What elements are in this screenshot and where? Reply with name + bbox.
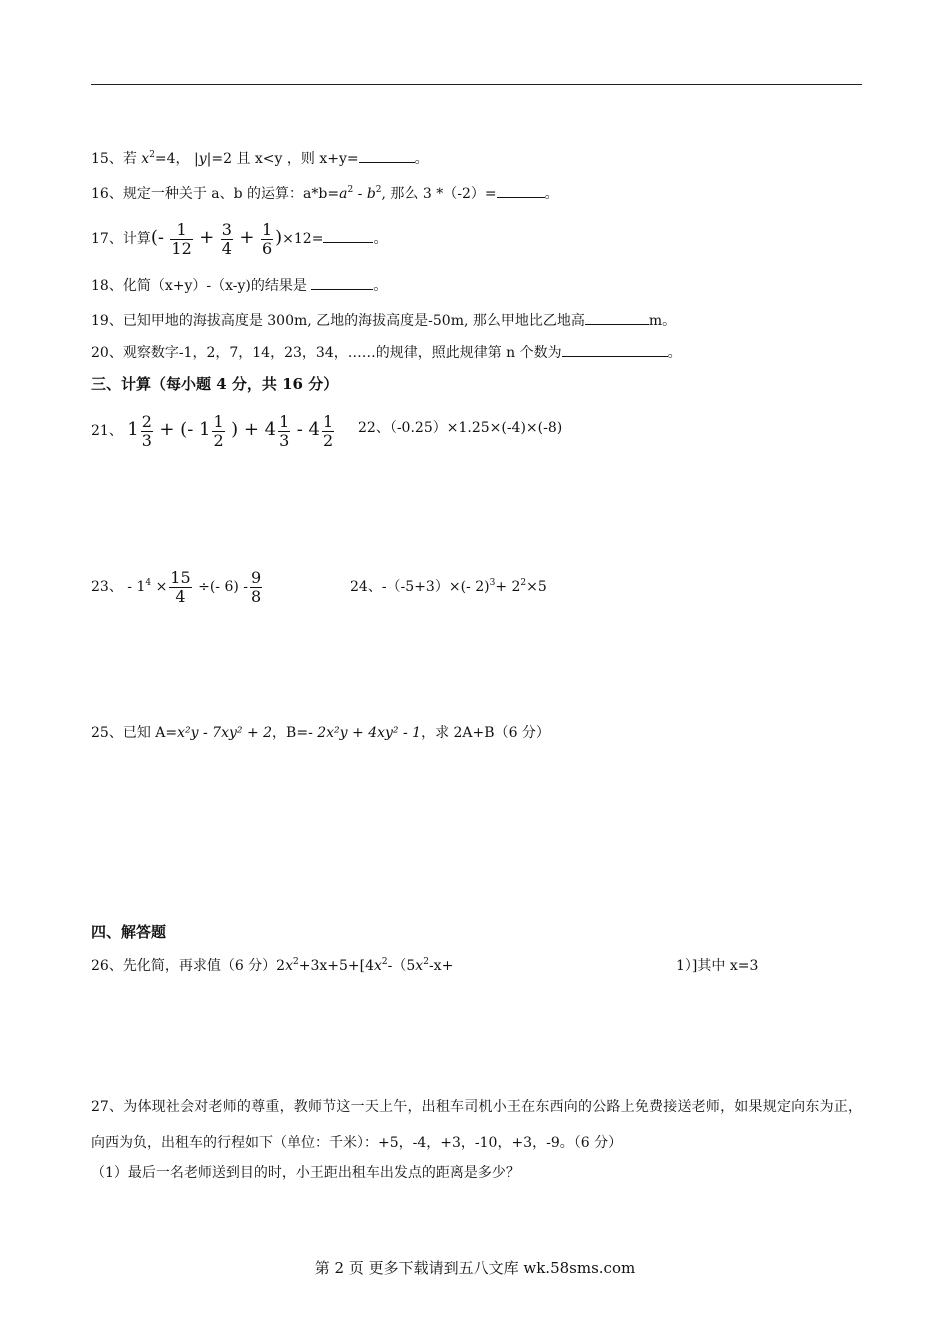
question-20: 20、观察数字-1，2，7，14，23，34，……的规律，照此规律第 n 个数为 。 xyxy=(91,342,682,363)
question-21: 21、 1 $\frac{2}{3}$ + (- 1 $\frac{1}{2}$ ) + 4 $\frac{1}{3}$ - 4 $\frac{1}{2}$ xyxy=(91,411,334,450)
fraction: $\frac{1}{3}$ xyxy=(279,411,290,450)
question-16: 16、规定一种关于 a、b 的运算：$a*b=a^2 - b^2$, 那么 3 *（-2）= 。 xyxy=(91,185,559,202)
question-26: 26、先化简，再求值（6 分）$2x^2+3x+5+[4x^2-(5x^2-x+$ xyxy=(91,957,454,974)
question-number: 24、 xyxy=(350,579,382,595)
header-rule xyxy=(91,84,862,85)
question-number: 17、 xyxy=(91,231,123,247)
fraction: $\frac{1}{12}$ xyxy=(171,219,192,258)
answer-blank[interactable] xyxy=(311,275,373,290)
section-heading-solutions: 四、解答题 xyxy=(91,923,167,941)
question-number: 16、 xyxy=(91,186,123,202)
fraction: $\frac{1}{2}$ xyxy=(213,411,224,450)
question-number: 18、 xyxy=(91,278,123,294)
answer-blank[interactable] xyxy=(359,148,415,163)
question-25: 25、已知 A=x²y - 7xy² + 2，B=- 2x²y + 4xy² - 1，求 2A+B（6 分） xyxy=(91,725,550,741)
fraction: $\frac{1}{6}$ xyxy=(261,219,273,258)
question-number: 21、 xyxy=(91,423,123,439)
answer-blank[interactable] xyxy=(497,183,545,198)
question-15: 15、若 $x^2=4$， |y|=2 且 x<y ，则 x+y= 。 xyxy=(91,150,429,167)
answer-blank[interactable] xyxy=(562,342,668,357)
question-number: 22、 xyxy=(358,420,390,436)
question-17: 17、计算(- $\frac{1}{12}$ + $\frac{3}{4}$ + $\frac{1}{6}$ )×12= 。 xyxy=(91,219,388,258)
fraction: $\frac{2}{3}$ xyxy=(141,411,152,450)
page-footer: 第 2 页 更多下载请到五八文库 wk.58sms.com xyxy=(314,1259,636,1277)
answer-blank[interactable] xyxy=(585,310,649,325)
fraction: $\frac{15}{4}$ xyxy=(170,567,191,606)
question-number: 26、 xyxy=(91,958,123,974)
fraction: $\frac{3}{4}$ xyxy=(221,219,232,258)
section-heading-calculation: 三、计算（每小题 4 分，共 16 分） xyxy=(91,375,339,393)
answer-blank[interactable] xyxy=(323,228,373,243)
fraction: $\frac{9}{8}$ xyxy=(251,567,262,606)
question-number: 20、 xyxy=(91,345,123,361)
question-23: 23、 - $1^4$ × $\frac{15}{4}$ ÷(- 6) - $\frac{9}{8}$ xyxy=(91,567,262,606)
question-number: 25、 xyxy=(91,725,123,741)
fraction: $\frac{1}{2}$ xyxy=(323,411,334,450)
question-27-part-1: （1）最后一名老师送到目的时，小王距出租车出发点的距离是多少？ xyxy=(91,1165,520,1181)
question-18: 18、化简（x+y）-（x-y)的结果是 。 xyxy=(91,275,387,296)
question-24: 24、-（-5+3）×(- $2)^3+ 2^2\times 5$ xyxy=(350,578,547,595)
question-27: 27、为体现社会对老师的尊重，教师节这一天上午，出租车司机小王在东西向的公路上免费接送老师，如果规定向东为正，向西为负，出租车的行程如下（单位：千米）：+5，-4，+3，-10，+3，-9。（6 分） xyxy=(91,1099,862,1151)
question-number: 23、 xyxy=(91,579,123,595)
question-19: 19、已知甲地的海拔高度是 300m, 乙地的海拔高度是-50m, 那么甲地比乙地高 m。 xyxy=(91,310,676,331)
question-number: 19、 xyxy=(91,313,123,329)
question-22: 22、（-0.25）×1.25×(-4)×(-8) xyxy=(358,420,563,436)
question-26-tail: 1）]其中 x=3 xyxy=(676,958,759,974)
question-number: 15、 xyxy=(91,151,123,167)
question-number: 27、 xyxy=(91,1099,124,1115)
